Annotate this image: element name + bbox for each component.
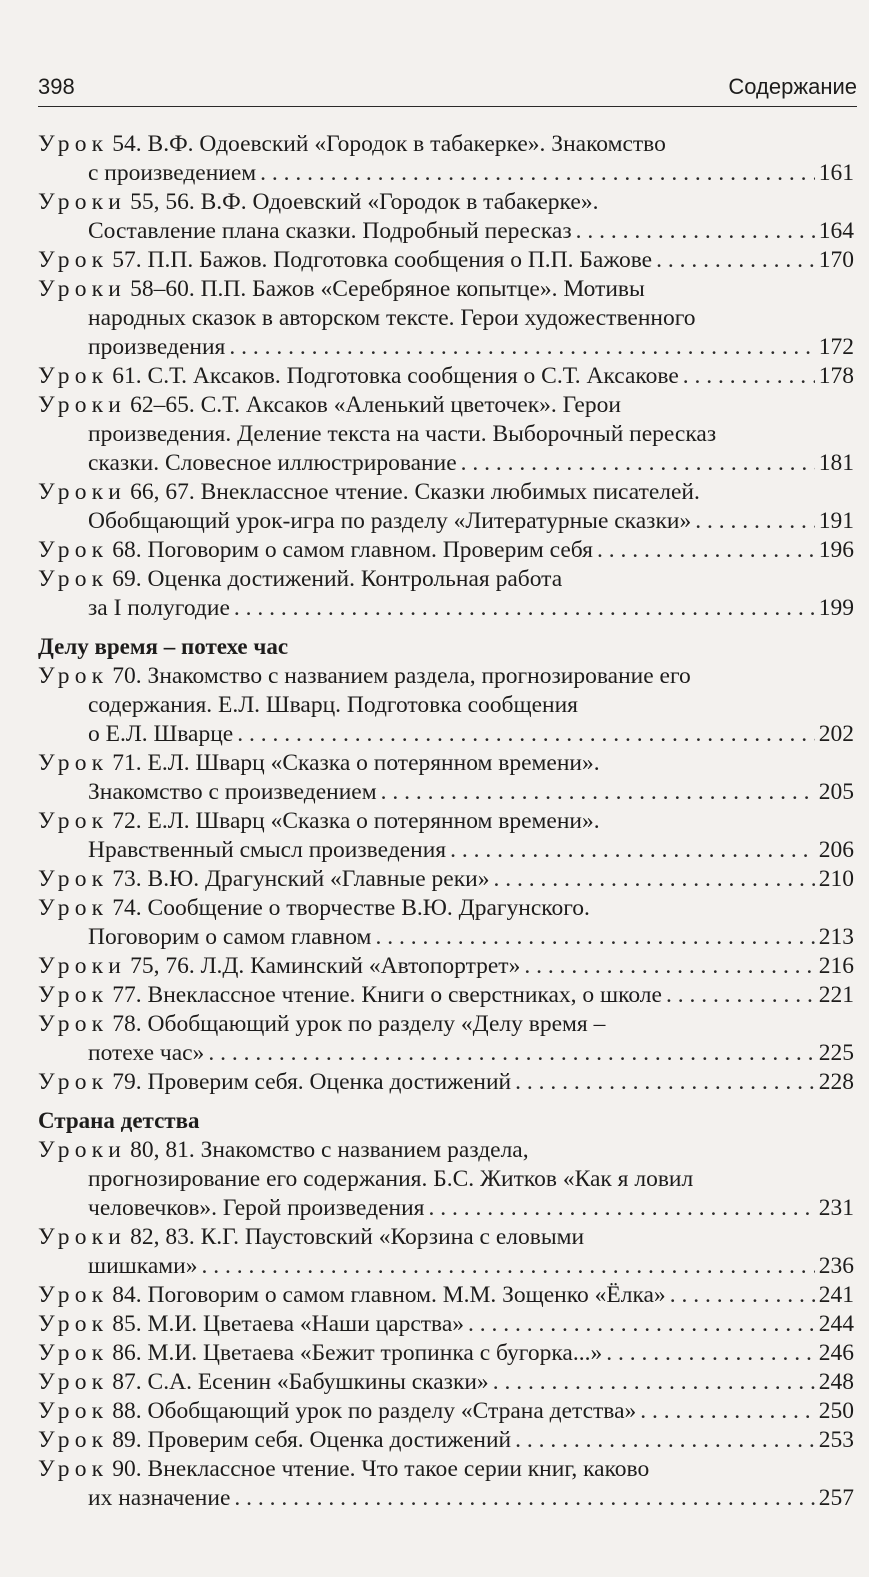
entry-text: 61. С.Т. Аксаков. Подготовка сообщения о С.Т. Аксакове bbox=[112, 363, 679, 389]
toc-entry-line bbox=[38, 952, 854, 981]
dot-leader bbox=[683, 362, 815, 391]
page-ref: 206 bbox=[818, 837, 854, 863]
toc-entry bbox=[38, 1339, 854, 1368]
dot-leader bbox=[260, 159, 815, 188]
entry-text: 88. Обобщающий урок по разделу «Страна детства» bbox=[112, 1398, 637, 1424]
entry-text: Нравственный смысл произведения bbox=[88, 837, 447, 863]
toc-entry-line bbox=[38, 720, 854, 749]
page-ref: 205 bbox=[818, 779, 854, 805]
toc-entry bbox=[38, 478, 854, 536]
toc-entry-line bbox=[38, 865, 854, 894]
entry-text: 55, 56. В.Ф. Одоевский «Городок в табакерке». bbox=[130, 189, 599, 215]
toc-entry-line bbox=[38, 1068, 854, 1097]
toc-entry-line bbox=[38, 246, 854, 275]
dot-leader bbox=[234, 1484, 814, 1513]
entry-text: 73. В.Ю. Драгунский «Главные реки» bbox=[112, 866, 490, 892]
lesson-label: Урок bbox=[38, 537, 109, 563]
toc-entry-line bbox=[38, 894, 854, 923]
toc-entry bbox=[38, 246, 854, 275]
toc-entry bbox=[38, 865, 854, 894]
lesson-label: Урок bbox=[38, 982, 109, 1008]
toc-entry bbox=[38, 894, 854, 952]
lesson-label: Уроки bbox=[38, 953, 127, 979]
toc-entry-line bbox=[38, 1426, 854, 1455]
toc-entry bbox=[38, 1310, 854, 1339]
page-ref: 253 bbox=[818, 1427, 854, 1453]
lesson-label: Уроки bbox=[38, 479, 127, 505]
dot-leader bbox=[640, 1397, 814, 1426]
toc-entry bbox=[38, 362, 854, 391]
toc-entry-line bbox=[38, 1339, 854, 1368]
toc-entry bbox=[38, 1223, 854, 1281]
entry-text: Составление плана сказки. Подробный пересказ bbox=[88, 218, 572, 244]
dot-leader bbox=[524, 952, 814, 981]
entry-text: 84. Поговорим о самом главном. М.М. Зощенко «Ёлка» bbox=[112, 1282, 666, 1308]
dot-leader bbox=[606, 1339, 815, 1368]
page-ref: 248 bbox=[818, 1369, 854, 1395]
lesson-label: Уроки bbox=[38, 392, 127, 418]
lesson-label: Урок bbox=[38, 363, 109, 389]
toc-entry-line bbox=[38, 1194, 854, 1223]
page-ref: 257 bbox=[818, 1485, 854, 1511]
page-ref: 178 bbox=[818, 363, 854, 389]
entry-text: 82, 83. К.Г. Паустовский «Корзина с еловыми bbox=[130, 1224, 585, 1250]
toc-entry-line bbox=[38, 1010, 854, 1039]
lesson-label: Урок bbox=[38, 1427, 109, 1453]
toc-entry-line bbox=[38, 304, 854, 333]
toc-entry-line bbox=[38, 188, 854, 217]
entry-text: потехе час» bbox=[88, 1040, 205, 1066]
dot-leader bbox=[515, 1426, 815, 1455]
page-ref: 225 bbox=[818, 1040, 854, 1066]
toc-entry bbox=[38, 662, 854, 749]
toc-entry-line bbox=[38, 1039, 854, 1068]
toc-entry bbox=[38, 1010, 854, 1068]
toc-entry-line bbox=[38, 1281, 854, 1310]
lesson-label: Урок bbox=[38, 1282, 109, 1308]
toc-entry-line bbox=[38, 1484, 854, 1513]
toc-entry bbox=[38, 1397, 854, 1426]
page-ref: 216 bbox=[818, 953, 854, 979]
page-ref: 250 bbox=[818, 1398, 854, 1424]
lesson-label: Урок bbox=[38, 131, 109, 157]
page-ref: 231 bbox=[818, 1195, 854, 1221]
lesson-label: Урок bbox=[38, 895, 109, 921]
page-ref: 191 bbox=[818, 508, 854, 534]
toc-entry bbox=[38, 981, 854, 1010]
dot-leader bbox=[428, 1194, 814, 1223]
dot-leader bbox=[208, 1039, 814, 1068]
toc-entry-line bbox=[38, 420, 854, 449]
entry-text: Знакомство с произведением bbox=[88, 779, 377, 805]
toc-entry bbox=[38, 1068, 854, 1097]
toc-entry-line bbox=[38, 478, 854, 507]
entry-text: 77. Внеклассное чтение. Книги о сверстниках, о школе bbox=[112, 982, 662, 1008]
entry-text: Поговорим о самом главном bbox=[88, 924, 372, 950]
lesson-label: Урок bbox=[38, 1311, 109, 1337]
dot-leader bbox=[493, 865, 814, 894]
toc-entry bbox=[38, 275, 854, 362]
toc-entry-line bbox=[38, 130, 854, 159]
lesson-label: Урок bbox=[38, 566, 109, 592]
toc-entry-line bbox=[38, 778, 854, 807]
entry-text: 75, 76. Л.Д. Каминский «Автопортрет» bbox=[130, 953, 521, 979]
lesson-label: Урок bbox=[38, 1011, 109, 1037]
toc-entry-line bbox=[38, 662, 854, 691]
page-ref: 244 bbox=[818, 1311, 854, 1337]
entry-text: 69. Оценка достижений. Контрольная работа bbox=[112, 566, 563, 592]
page-ref: 213 bbox=[818, 924, 854, 950]
toc-entry bbox=[38, 536, 854, 565]
dot-leader bbox=[234, 594, 815, 623]
entry-text: их назначение bbox=[88, 1485, 231, 1511]
entry-text: 72. Е.Л. Шварц «Сказка о потерянном времени». bbox=[112, 808, 600, 834]
lesson-label: Уроки bbox=[38, 1137, 127, 1163]
dot-leader bbox=[670, 1281, 815, 1310]
dot-leader bbox=[515, 1068, 815, 1097]
page-ref: 172 bbox=[818, 334, 854, 360]
entry-text: 70. Знакомство с названием раздела, прогнозирование его bbox=[112, 663, 691, 689]
entry-text: 89. Проверим себя. Оценка достижений bbox=[112, 1427, 512, 1453]
running-head bbox=[38, 74, 857, 107]
lesson-label: Урок bbox=[38, 247, 109, 273]
entry-text: 68. Поговорим о самом главном. Проверим себя bbox=[112, 537, 593, 563]
lesson-label: Уроки bbox=[38, 276, 127, 302]
dot-leader bbox=[381, 778, 815, 807]
entry-text: 58–60. П.П. Бажов «Серебряное копытце». Мотивы bbox=[130, 276, 645, 302]
toc-entry-line bbox=[38, 1455, 854, 1484]
page-ref: 221 bbox=[818, 982, 854, 1008]
page-ref: 210 bbox=[818, 866, 854, 892]
toc-entry-line bbox=[38, 691, 854, 720]
entry-text: 90. Внеклассное чтение. Что такое серии книг, каково bbox=[112, 1456, 650, 1482]
toc-entry-line bbox=[38, 594, 854, 623]
dot-leader bbox=[656, 246, 815, 275]
page-ref: 199 bbox=[818, 595, 854, 621]
toc-entry-line bbox=[38, 1368, 854, 1397]
toc-entry-line bbox=[38, 449, 854, 478]
entry-text: о Е.Л. Шварце bbox=[88, 721, 234, 747]
running-title: Содержание bbox=[728, 74, 857, 99]
dot-leader bbox=[461, 449, 815, 478]
entry-text: 54. В.Ф. Одоевский «Городок в табакерке». Знакомство bbox=[112, 131, 666, 157]
section-heading: Делу время – потехе час bbox=[38, 634, 289, 659]
toc-entry-line bbox=[38, 536, 854, 565]
toc-entry bbox=[38, 1136, 854, 1223]
toc-entry-line bbox=[38, 391, 854, 420]
entry-text: человечков». Герой произведения bbox=[88, 1195, 425, 1221]
dot-leader bbox=[229, 333, 814, 362]
entry-text: 85. М.И. Цветаева «Наши царства» bbox=[112, 1311, 465, 1337]
toc-entry-line bbox=[38, 507, 854, 536]
page-ref: 241 bbox=[818, 1282, 854, 1308]
entry-text: 80, 81. Знакомство с названием раздела, bbox=[130, 1137, 529, 1163]
entry-text: 79. Проверим себя. Оценка достижений bbox=[112, 1069, 512, 1095]
page-ref: 236 bbox=[818, 1253, 854, 1279]
toc-entry bbox=[38, 188, 854, 246]
toc-entry bbox=[38, 749, 854, 807]
entry-text: произведения. Деление текста на части. Выборочный пересказ bbox=[88, 421, 717, 447]
entry-text: 66, 67. Внеклассное чтение. Сказки любимых писателей. bbox=[130, 479, 700, 505]
lesson-label: Урок bbox=[38, 1398, 109, 1424]
entry-text: шишками» bbox=[88, 1253, 198, 1279]
entry-text: 87. С.А. Есенин «Бабушкины сказки» bbox=[112, 1369, 489, 1395]
dot-leader bbox=[695, 507, 815, 536]
page-ref: 181 bbox=[818, 450, 854, 476]
dot-leader bbox=[237, 720, 815, 749]
toc-entry-line bbox=[38, 923, 854, 952]
toc-entry bbox=[38, 130, 854, 188]
toc-entry-line bbox=[38, 836, 854, 865]
toc-entry bbox=[38, 565, 854, 623]
toc-entry bbox=[38, 807, 854, 865]
dot-leader bbox=[450, 836, 815, 865]
entry-text: народных сказок в авторском тексте. Герои художественного bbox=[88, 305, 696, 331]
lesson-label: Урок bbox=[38, 750, 109, 776]
entry-text: 74. Сообщение о творчестве В.Ю. Драгунского. bbox=[112, 895, 590, 921]
entry-text: 86. М.И. Цветаева «Бежит тропинка с бугорка...» bbox=[112, 1340, 603, 1366]
entry-text: 78. Обобщающий урок по разделу «Делу время – bbox=[112, 1011, 606, 1037]
dot-leader bbox=[375, 923, 814, 952]
lesson-label: Урок bbox=[38, 663, 109, 689]
toc-entry bbox=[38, 1368, 854, 1397]
dot-leader bbox=[468, 1310, 815, 1339]
page-ref: 164 bbox=[818, 218, 854, 244]
toc-entry-line bbox=[38, 1223, 854, 1252]
lesson-label: Урок bbox=[38, 1069, 109, 1095]
toc-entry-line bbox=[38, 565, 854, 594]
toc-entry-line bbox=[38, 217, 854, 246]
lesson-label: Уроки bbox=[38, 189, 127, 215]
dot-leader bbox=[201, 1252, 814, 1281]
page-ref: 170 bbox=[818, 247, 854, 273]
toc-entry-line bbox=[38, 1165, 854, 1194]
toc-entry bbox=[38, 391, 854, 478]
table-of-contents bbox=[38, 130, 854, 1513]
toc-entry-line bbox=[38, 362, 854, 391]
lesson-label: Урок bbox=[38, 866, 109, 892]
entry-text: 57. П.П. Бажов. Подготовка сообщения о П.П. Бажове bbox=[112, 247, 653, 273]
lesson-label: Уроки bbox=[38, 1224, 127, 1250]
entry-text: сказки. Словесное иллюстрирование bbox=[88, 450, 457, 476]
toc-entry-line bbox=[38, 749, 854, 778]
toc-entry-line bbox=[38, 981, 854, 1010]
entry-text: с произведением bbox=[88, 160, 257, 186]
toc-entry bbox=[38, 1281, 854, 1310]
toc-entry-line bbox=[38, 159, 854, 188]
page-ref: 202 bbox=[818, 721, 854, 747]
dot-leader bbox=[666, 981, 815, 1010]
lesson-label: Урок bbox=[38, 1456, 109, 1482]
lesson-label: Урок bbox=[38, 1369, 109, 1395]
page-ref: 246 bbox=[818, 1340, 854, 1366]
toc-entry-line bbox=[38, 333, 854, 362]
entry-text: прогнозирование его содержания. Б.С. Житков «Как я ловил bbox=[88, 1166, 694, 1192]
toc-entry bbox=[38, 1455, 854, 1513]
toc-entry-line bbox=[38, 1136, 854, 1165]
entry-text: произведения bbox=[88, 334, 226, 360]
toc-entry-line bbox=[38, 275, 854, 304]
toc-entry bbox=[38, 1426, 854, 1455]
lesson-label: Урок bbox=[38, 808, 109, 834]
section-heading: Страна детства bbox=[38, 1108, 200, 1133]
entry-text: Обобщающий урок-игра по разделу «Литературные сказки» bbox=[88, 508, 692, 534]
lesson-label: Урок bbox=[38, 1340, 109, 1366]
page-ref: 228 bbox=[818, 1069, 854, 1095]
dot-leader bbox=[597, 536, 815, 565]
dot-leader bbox=[576, 217, 815, 246]
page-ref: 196 bbox=[818, 537, 854, 563]
toc-entry-line bbox=[38, 1310, 854, 1339]
toc-entry-line bbox=[38, 807, 854, 836]
dot-leader bbox=[493, 1368, 815, 1397]
entry-text: содержания. Е.Л. Шварц. Подготовка сообщения bbox=[88, 692, 578, 718]
entry-text: 71. Е.Л. Шварц «Сказка о потерянном времени». bbox=[112, 750, 600, 776]
toc-entry-line bbox=[38, 1397, 854, 1426]
page-ref: 161 bbox=[818, 160, 854, 186]
page-number: 398 bbox=[38, 74, 75, 99]
entry-text: 62–65. С.Т. Аксаков «Аленький цветочек». Герои bbox=[130, 392, 621, 418]
toc-entry-line bbox=[38, 1252, 854, 1281]
toc-entry bbox=[38, 952, 854, 981]
entry-text: за I полугодие bbox=[88, 595, 230, 621]
